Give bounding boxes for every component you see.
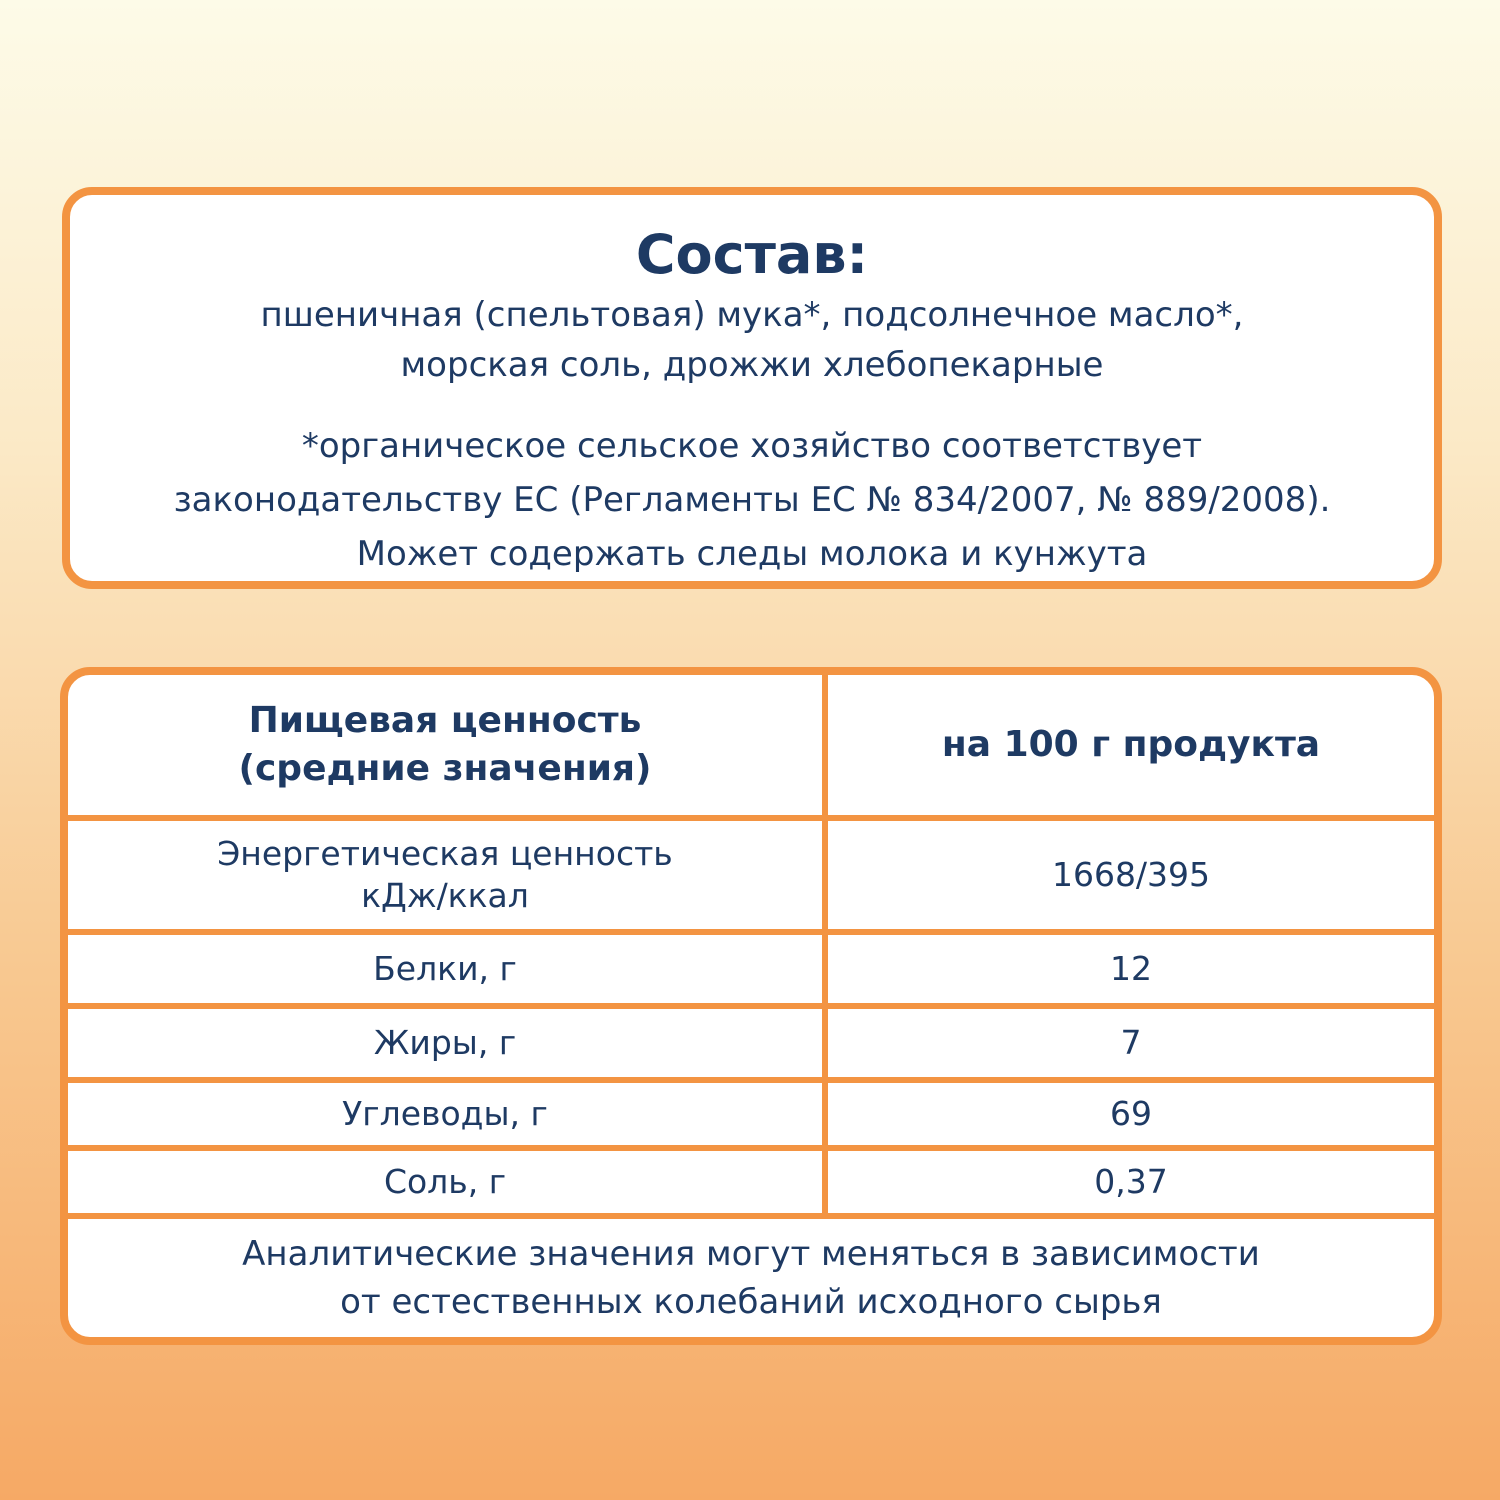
composition-panel (62, 187, 1442, 589)
table-header-row (68, 675, 1434, 818)
analytical-note (68, 1216, 1434, 1337)
nutrition-panel (60, 667, 1442, 1345)
footnote-line: законодательству ЕС (Регламенты ЕС № 834/2007, № 889/2008). (173, 480, 1331, 520)
organic-footnote (70, 419, 1434, 581)
nutrient-value-cell: 0,37 (1094, 1162, 1168, 1201)
table-row (68, 932, 1434, 1006)
nutrient-name-cell: Жиры, г (68, 1006, 825, 1080)
nutrition-table (68, 675, 1434, 1337)
footnote-line: *органическое сельское хозяйство соответствует (301, 426, 1203, 466)
ingredients-text (70, 290, 1434, 390)
allergen-warning: Может содержать следы молока и кунжута (356, 534, 1148, 574)
table-note-row (68, 1216, 1434, 1337)
nutrient-name-cell (68, 818, 825, 932)
nutrient-value-cell: 1668/395 (1051, 855, 1211, 894)
table-row (68, 1006, 1434, 1080)
nutrient-name-cell: Углеводы, г (68, 1080, 825, 1148)
nutrient-value-cell: 7 (1120, 1023, 1142, 1062)
composition-title: Состав: (635, 223, 869, 286)
header-value-cell: на 100 г продукта (941, 724, 1321, 765)
ingredients-line: морская соль, дрожжи хлебопекарные (400, 345, 1104, 385)
table-row (68, 1080, 1434, 1148)
table-row (68, 818, 1434, 932)
nutrient-value-cell: 12 (1110, 949, 1152, 988)
ingredients-line: пшеничная (спельтовая) мука*, подсолнечное масло*, (260, 295, 1244, 335)
nutrient-name-cell: Соль, г (68, 1148, 825, 1216)
nutrient-name-cell: Белки, г (68, 932, 825, 1006)
note-line: Аналитические значения могут меняться в зависимости (242, 1234, 1260, 1274)
energy-label: Энергетическая ценность (217, 834, 673, 873)
header-nutrient-label: Пищевая ценность (248, 700, 642, 741)
header-nutrient-cell (68, 675, 825, 818)
header-nutrient-sublabel: (средние значения) (238, 748, 652, 789)
energy-unit: кДж/ккал (361, 876, 529, 915)
table-row (68, 1148, 1434, 1216)
nutrient-value-cell: 69 (1110, 1094, 1152, 1133)
note-line: от естественных колебаний исходного сырья (340, 1282, 1162, 1322)
